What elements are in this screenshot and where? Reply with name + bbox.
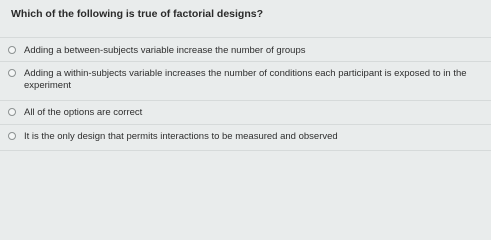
answer-option-3[interactable]: [0, 100, 491, 124]
radio-button-icon[interactable]: [8, 108, 16, 116]
answer-option-label: It is the only design that permits interactions to be measured and observed: [24, 131, 338, 142]
answer-option-2[interactable]: [0, 61, 491, 100]
answer-option-label: Adding a between-subjects variable increase the number of groups: [24, 45, 306, 56]
answer-option-label: Adding a within-subjects variable increases the number of conditions each participant is exposed to in the experiment: [24, 68, 467, 91]
answer-option-1[interactable]: [0, 37, 491, 61]
radio-button-icon[interactable]: [8, 132, 16, 140]
answer-option-label: All of the options are correct: [24, 107, 143, 118]
radio-button-icon[interactable]: [8, 69, 16, 77]
radio-button-icon[interactable]: [8, 46, 16, 54]
answer-option-4[interactable]: [0, 124, 491, 151]
question-text: Which of the following is true of factorial designs?: [11, 8, 264, 20]
answer-options: [0, 37, 491, 151]
